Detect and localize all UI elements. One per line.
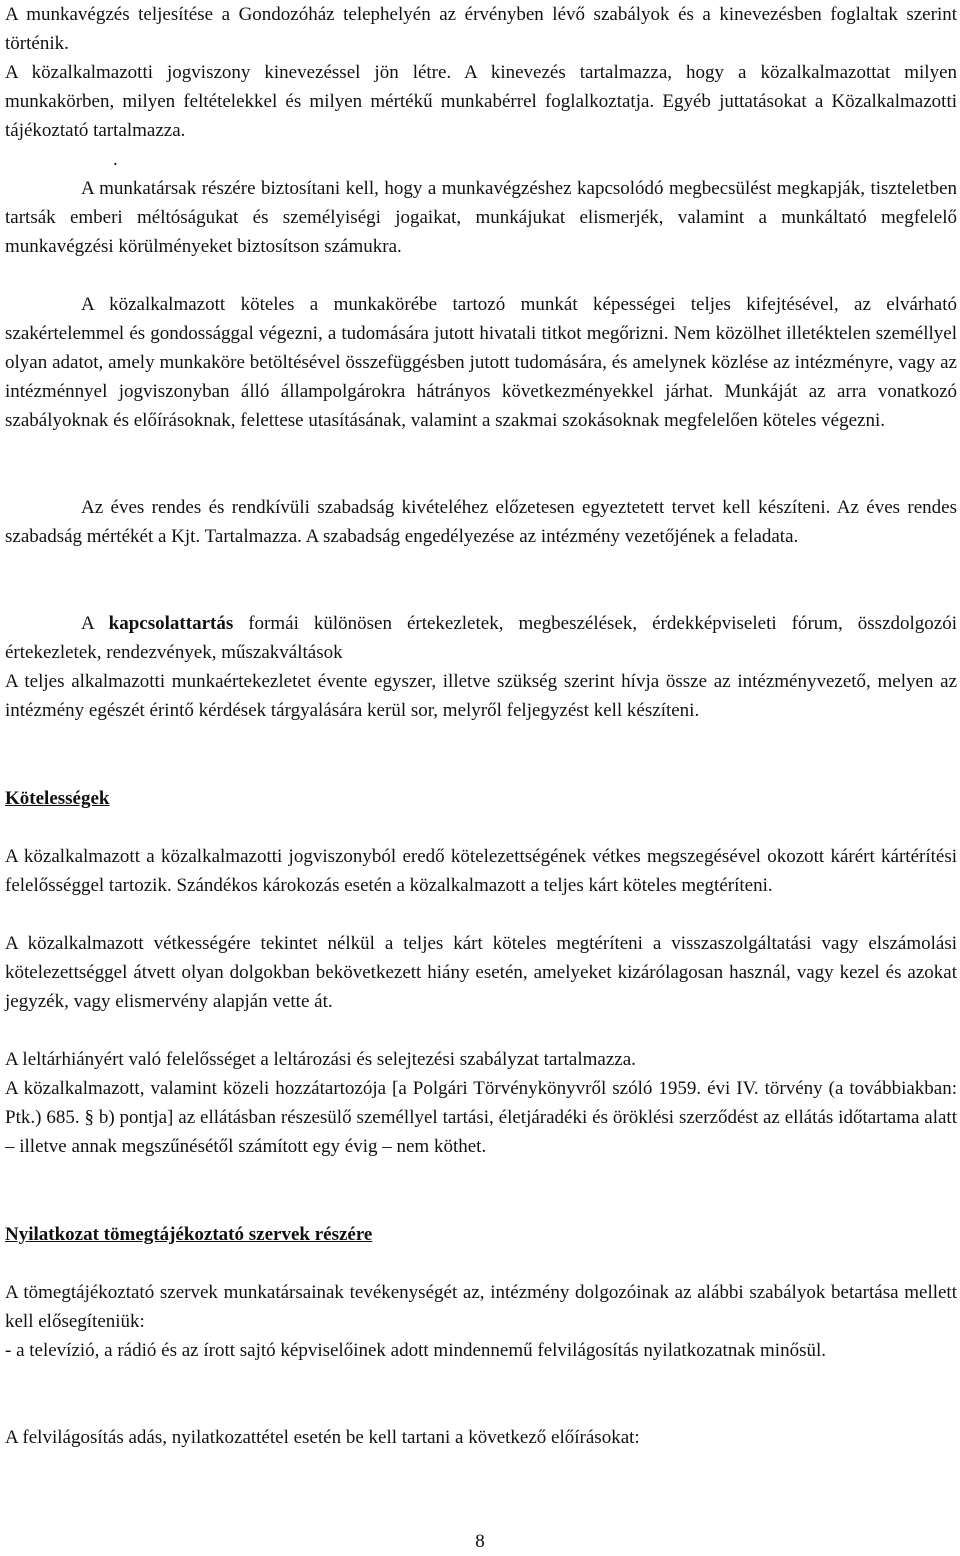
- paragraph-vacation: Az éves rendes és rendkívüli szabadság kivételéhez előzetesen egyeztetett tervet kell készíteni. Az éves rendes szabadság mértékét a Kjt. Tartalmazza. A szabadság engedélyezése az intézmény vezetőjének a feladata.: [5, 497, 957, 547]
- contact-keyword: kapcsolattartás: [108, 613, 234, 634]
- paragraph-rules-intro: A felvilágosítás adás, nyilatkozattétel esetén be kell tartani a következő előírásokat:: [5, 1427, 640, 1448]
- paragraph-employee-respect: A munkatársak részére biztosítani kell, hogy a munkavégzéshez kapcsolódó megbecsülést megkapják, tiszteletben tartsák emberi méltóságukat és személyiségi jogaikat, munkájukat elismerjék, valamint a munkáltató megfelelő munkavégzési körülményeket biztosítson számukra.: [5, 178, 957, 257]
- paragraph-contracts: A közalkalmazott, valamint közeli hozzátartozója [a Polgári Törvénykönyvről szóló 1959. évi IV. törvény (a továbbiakban: Ptk.) 685. § b) pontja] az ellátásban részesülő személlyel tartási, életjáradéki és öröklési szerződést az ellátás időtartama alatt – illetve annak megszűnésétől számított egy évig – nem köthet.: [5, 1078, 957, 1157]
- paragraph-staff-meeting: A teljes alkalmazotti munkaértekezletet évente egyszer, illetve szükség szerint hívja össze az intézményvezető, melyen az intézmény egészét érintő kérdések tárgyalására kerül sor, melyről feljegyzést kell készíteni.: [5, 671, 957, 721]
- stray-dot: .: [113, 149, 118, 170]
- contact-prefix: A: [81, 613, 109, 634]
- paragraph-press-statement-rule: - a televízió, a rádió és az írott sajtó képviselőinek adott mindennemű felvilágosítás nyilatkozatnak minősül.: [5, 1340, 826, 1361]
- paragraph-press-support: A tömegtájékoztató szervek munkatársainak tevékenységét az, intézmény dolgozóinak az alábbi szabályok betartása mellett kell elősegíteniük:: [5, 1282, 957, 1332]
- paragraph-employee-duties: A közalkalmazott köteles a munkakörébe tartozó munkát képességei teljes kifejtésével, az elvárható szakértelemmel és gondossággal végezni, a tudomására jutott hivatali titkot megőrizni. Nem közölhet illetéktelen személlyel olyan adatot, amely munkaköre betöltésével összefüggésben jutott tudomására, és amelynek közlése az intézményre, vagy az intézménnyel jogviszonyban álló állampolgárokra hátrányos következményekkel járhat. Munkáját az arra vonatkozó szabályoknak és előírásoknak, felettese utasításának, valamint a szakmai szokásoknak megfelelően köteles végezni.: [5, 294, 957, 431]
- paragraph-liability: A közalkalmazott a közalkalmazotti jogviszonyból eredő kötelezettségének vétkes megszegésével okozott kárért kártérítési felelősséggel tartozik. Szándékos károkozás esetén a közalkalmazott a teljes kárt köteles megtéríteni.: [5, 846, 957, 896]
- page-number: 8: [475, 1531, 485, 1552]
- paragraph-workplace: A munkavégzés teljesítése a Gondozóház telephelyén az érvényben lévő szabályok és a kinevezésben foglaltak szerint történik.: [5, 4, 957, 54]
- paragraph-inventory: A leltárhiányért való felelősséget a leltározási és selejtezési szabályzat tartalmazza.: [5, 1049, 636, 1070]
- heading-obligations: Kötelességek: [5, 788, 110, 809]
- paragraph-contact-forms: [5, 609, 957, 667]
- heading-press-statement: Nyilatkozat tömegtájékoztató szervek részére: [5, 1224, 373, 1245]
- paragraph-full-damage: A közalkalmazott vétkességére tekintet nélkül a teljes kárt köteles megtéríteni a visszaszolgáltatási vagy elszámolási kötelezettséggel átvett olyan dolgokban bekövetkezett hiány esetén, amelyeket kizárólagosan használ, vagy kezel és azokat jegyzék, vagy elismervény alapján vette át.: [5, 933, 957, 1012]
- paragraph-appointment: A közalkalmazotti jogviszony kinevezéssel jön létre. A kinevezés tartalmazza, hogy a közalkalmazottat milyen munkakörben, milyen feltételekkel és milyen mértékű munkabérrel foglalkoztatja. Egyéb juttatásokat a Közalkalmazotti tájékoztató tartalmazza.: [5, 62, 957, 141]
- contact-rest: formái különösen értekezletek, megbeszélések, érdekképviseleti fórum, összdolgozói értekezletek, rendezvények, műszakváltások: [5, 613, 957, 663]
